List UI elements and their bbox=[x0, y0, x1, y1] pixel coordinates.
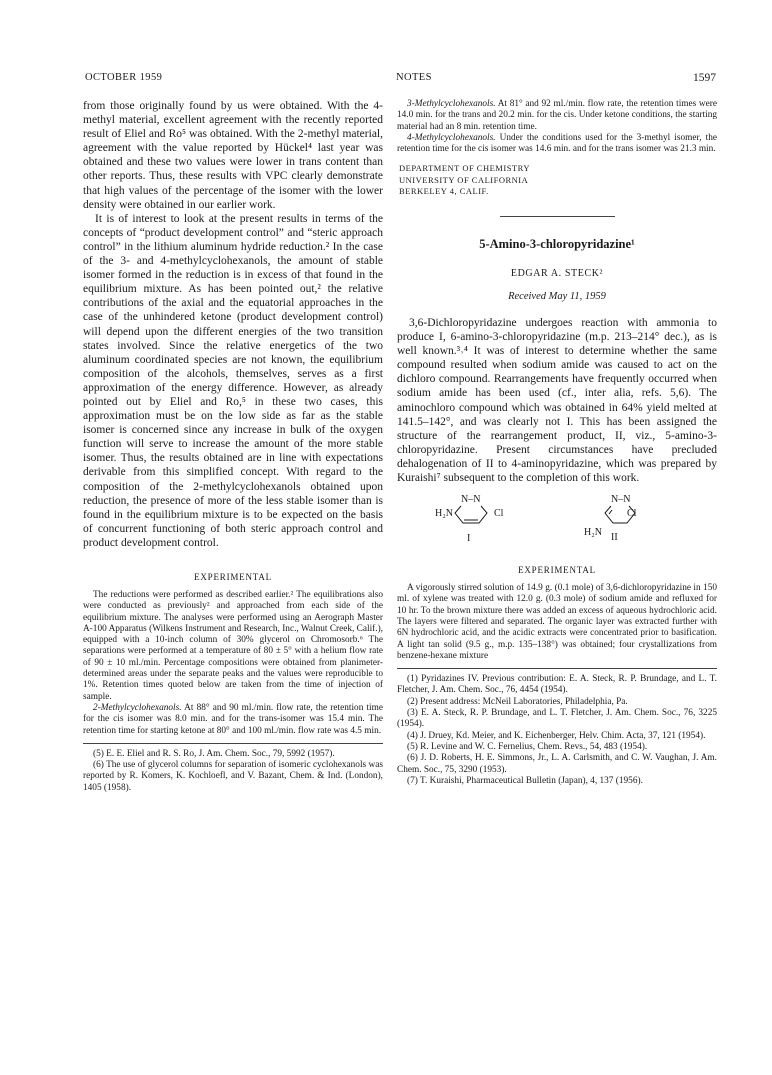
footnote-rule-right bbox=[397, 668, 717, 669]
article-title: 5-Amino-3-chloropyridazine¹ bbox=[479, 236, 635, 251]
chemical-structures bbox=[397, 491, 717, 551]
structure-II-cl: Cl bbox=[627, 508, 637, 520]
affiliation-line-3: BERKELEY 4, CALIF. bbox=[399, 186, 489, 197]
footnote-right-6: (6) J. D. Roberts, H. E. Simmons, Jr., L. A. Carlsmith, and C. W. Vaughan, J. Am. Chem. Soc., 75, 3290 (1953). bbox=[397, 753, 717, 775]
footnote-right-2: (2) Present address: McNeil Laboratories, Philadelphia, Pa. bbox=[407, 696, 628, 707]
label-4-methyl: 4-Methylcyclohexanols. bbox=[407, 132, 496, 143]
footnote-right-4: (4) J. Druey, Kd. Meier, and K. Eichenberger, Helv. Chim. Acta, 37, 121 (1954). bbox=[407, 730, 706, 741]
running-header-section: NOTES bbox=[396, 72, 432, 83]
experimental-paragraph-right: A vigorously stirred solution of 14.9 g. (0.1 mole) of 3,6-dichloropyridazine in 150 ml. of xylene was treated with 12.0 g. (0.3 mole) of sodium amide and refluxed for 10 hr. To the brown mixture there was added an excess of aqueous hydrochloric acid. The layers were filtered and separated. The organic layer was extracted further with 6N hydrochloric acid, and the acidic extracts were concentrated prior to basification. A light tan solid (9.5 g., m.p. 135–138°) was obtained; four crystallizations from benzene-hexane mixture bbox=[397, 583, 717, 661]
affiliation-line-1: DEPARTMENT OF CHEMISTRY bbox=[399, 163, 530, 174]
affiliation-line-2: UNIVERSITY OF CALIFORNIA bbox=[399, 174, 529, 185]
experimental-heading-left: EXPERIMENTAL bbox=[194, 572, 272, 582]
footnote-right-1: (1) Pyridazines IV. Previous contribution: E. A. Steck, R. P. Brundage, and L. T. Fletcher, J. Am. Chem. Soc., 76, 4454 (1954). bbox=[397, 674, 717, 696]
label-3-methyl: 3-Methylcyclohexanols. bbox=[407, 99, 496, 109]
footnote-right-5: (5) R. Levine and W. C. Fernelius, Chem. Revs., 54, 483 (1954). bbox=[407, 741, 648, 752]
structure-II-nn: N–N bbox=[611, 494, 631, 506]
text-2-methyl: At 88° and 90 ml./min. flow rate, the retention time for the cis isomer was 8.0 min. and for the trans-isomer was 15.4 min. The retention time for starting ketone at 80° and 100 ml./min. flow rate was 4.5 min. bbox=[83, 702, 383, 736]
text-3-methyl: At 81° and 92 ml./min. flow rate, the retention times were 14.0 min. for the trans and 20.2 min. for the cis. Under ketone conditions, the starting material had an 8 min. retention time. bbox=[397, 99, 717, 132]
structure-I bbox=[435, 494, 504, 544]
structure-II-h2n: H₂N bbox=[584, 527, 602, 539]
paragraph-4-methyl bbox=[397, 133, 717, 156]
structure-II-double-bond bbox=[609, 510, 612, 514]
article-divider bbox=[500, 216, 615, 217]
running-header-date: OCTOBER 1959 bbox=[85, 72, 163, 83]
article-main-paragraph: 3,6-Dichloropyridazine undergoes reaction with ammonia to produce I, 6-amino-3-chloropyridazine (m.p. 213–214° dec.), as is well known.³˒⁴ It was of interest to determine whether the same compound resulted when sodium amide was caused to act on the dichloro compound. Rearrangements have frequently occurred when sodium amide has been used (cf., inter alia, refs. 5,6). The aminochloro compound which was obtained in 64% yield melted at 141.5–142°, and was clearly not I. This has been assigned the structure of the rearrangement product, II, viz., 5-amino-3-chloropyridazine. Present circumstances have precluded dehalogenation of II to 4-aminopyridazine, which was prepared by Kuraishi⁷ subsequent to the completion of this work. bbox=[397, 316, 717, 485]
affiliation bbox=[399, 163, 717, 198]
footnote-left-5: (5) E. E. Eliel and R. S. Ro, J. Am. Chem. Soc., 79, 5992 (1957). bbox=[93, 748, 335, 759]
experimental-paragraph-1: The reductions were performed as described earlier.² The equilibrations also were conducted as previously² and approached from each side of the equilibrium mixture. The analyses were performed using an Aerograph Master A-100 Apparatus (Wilkens Instrument and Research, Inc., Walnut Creek, Calif.), equipped with a 10-inch column of 30% glycerol on Chromosorb.⁶ The separations were performed at a temperature of 80 ± 5° with a helium flow rate of 90 ± 10 ml./min. Percentage compositions were obtained from planimeter-determined areas under the separate peaks and the values were reproducible to 1%. Retention times quoted below are taken from the time of injection of sample. bbox=[83, 590, 383, 702]
footnote-right-3: (3) E. A. Steck, R. P. Brundage, and L. T. Fletcher, J. Am. Chem. Soc., 76, 3225 (1954). bbox=[397, 708, 717, 730]
structure-I-cl: Cl bbox=[494, 508, 504, 520]
received-date: Received May 11, 1959 bbox=[508, 290, 606, 302]
structure-I-label: I bbox=[467, 533, 471, 545]
footnote-right-7: (7) T. Kuraishi, Pharmaceutical Bulletin (Japan), 4, 137 (1956). bbox=[407, 775, 643, 786]
structure-I-nn: N–N bbox=[461, 494, 481, 506]
structure-II-label: II bbox=[611, 532, 618, 544]
pyridazine-structures-svg bbox=[397, 491, 717, 551]
footnote-left-6: (6) The use of glycerol columns for separation of isomeric cyclohexanols was reported by R. Komers, K. Kochloefl, and V. Bazant, Chem. & Ind. (London), 1405 (1958). bbox=[83, 760, 383, 793]
structure-I-h2n: H₂N bbox=[435, 508, 453, 520]
intro-paragraph: from those originally found by us were obtained. With the 4-methyl material, excellent agreement with the recently reported result of Eliel and Ro⁵ was obtained. With the 2-methyl material, agreement with the value reported by Hückel⁴ last year was obtained and these two values were lower in trans content than other reports. Thus, these results with VPC clearly demonstrate that high values of the percentage of the isomer with the lower density were obtained in our earlier work. bbox=[83, 100, 383, 211]
left-column bbox=[83, 99, 383, 794]
paragraph-3-methyl bbox=[397, 99, 717, 133]
text-4-methyl: Under the conditions used for the 3-methyl isomer, the retention time for the cis isomer was 14.6 min. and for the trans isomer was 21.3 min. bbox=[397, 132, 717, 155]
right-column bbox=[397, 99, 717, 787]
page-number: 1597 bbox=[693, 72, 716, 84]
footnote-rule-left bbox=[83, 743, 383, 744]
experimental-paragraph-2 bbox=[83, 703, 383, 737]
article-author: EDGAR A. STECK² bbox=[510, 267, 604, 279]
label-2-methyl: 2-Methylcyclohexanols. bbox=[93, 702, 182, 713]
experimental-heading-right: EXPERIMENTAL bbox=[518, 565, 596, 576]
discussion-paragraph: It is of interest to look at the present results in terms of the concepts of “product development control” and “steric approach control” in the lithium aluminum hydride reduction.² In the case of the 3- and 4-methylcyclohexanols, the amount of stable isomer formed in the reduction is in excess of that found in the equilibrium mixture. As has been pointed out,² the relative contributions of the axial and the equatorial approaches in the case of the unhindered ketone (product development control) will depend upon the different energies of the two transition states involved. Since the relative energetics of the two aluminum coordinated species are not known, the equilibrium composition of the alcohols, themselves, serves as a first approximation of the energy difference. However, as already pointed out by Eliel and Ro,⁵ in these two cases, this approximation must be on the low side as far as the stable isomer is concerned since any increase in bulk of the oxygen function will serve to increase the amount of the more stable isomer. Thus, the results obtained are in line with expectations derivable from this simplified concept. With regard to the composition of the 2-methylcyclohexanols obtained upon reduction, the presence of more of the less stable isomer than is found in the equilibrium mixture is to be expected on the basis of concurrent functioning of both steric approach control and product development control. bbox=[83, 212, 383, 549]
structure-II bbox=[584, 494, 637, 543]
